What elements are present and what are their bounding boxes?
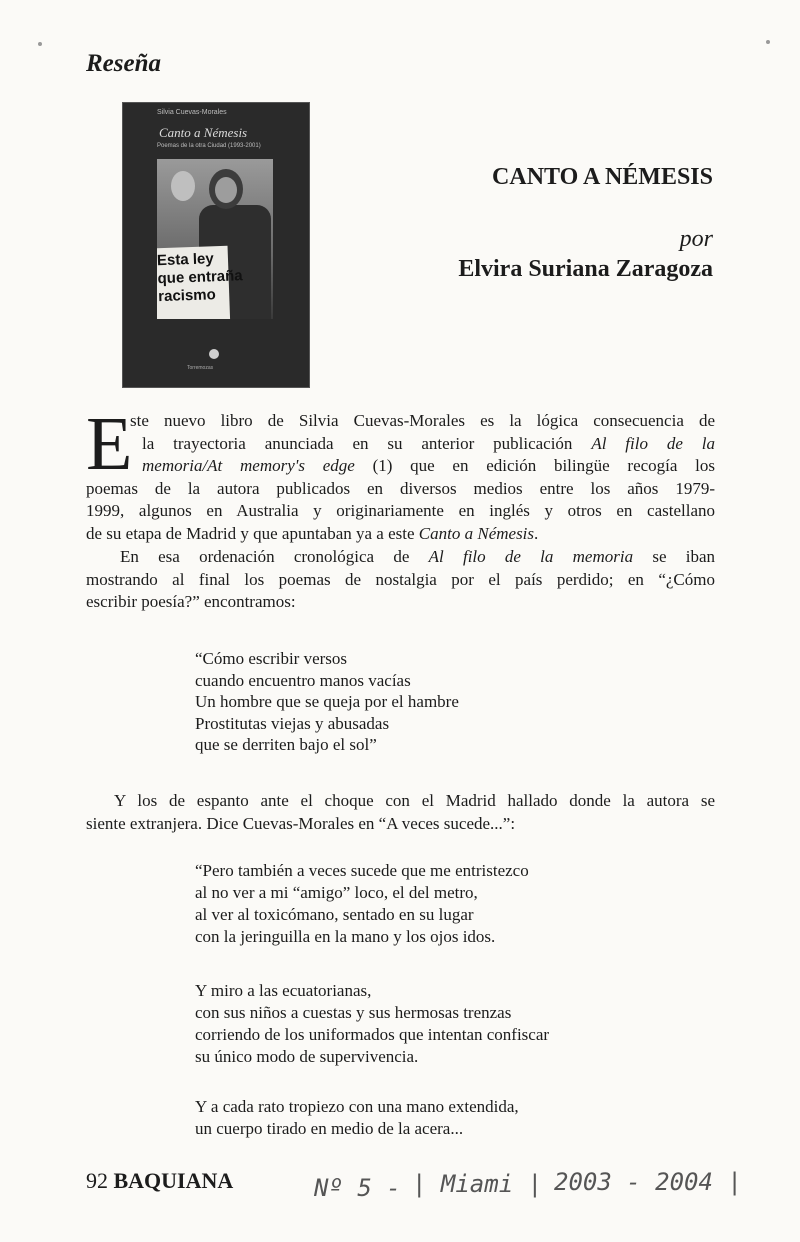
poem-line: su único modo de supervivencia.	[195, 1047, 419, 1066]
protest-sign: Esta ley que entraña racismo	[157, 246, 230, 319]
poem-line: con sus niños a cuestas y sus hermosas trenzas	[195, 1003, 512, 1022]
cover-photo	[157, 159, 273, 319]
cover-title: Canto a Némesis	[159, 125, 248, 140]
paragraph-1-line: ste nuevo libro de Silvia Cuevas-Morales es la lógica consecuencia de	[130, 411, 715, 430]
poem-line: Y miro a las ecuatorianas,	[195, 981, 372, 1000]
paragraph-1	[86, 410, 715, 545]
paragraph-1-line: 1999, algunos en Australia y originariamente en inglés y otros en castellano	[86, 501, 715, 520]
paragraph-3	[86, 790, 715, 835]
cover-publisher: Torremozas	[187, 365, 214, 371]
article-title: CANTO A NÉMESIS	[492, 164, 713, 190]
poem-line: al ver al toxicómano, sentado en su lugar	[195, 905, 474, 924]
paragraph-3-line: Y los de espanto ante el choque con el Madrid hallado donde la autora se	[114, 791, 715, 810]
paragraph-2	[86, 546, 715, 614]
paragraph-2-line: escribir poesía?” encontramos:	[86, 592, 296, 611]
poem-line: un cuerpo tirado en medio de la acera...	[195, 1119, 464, 1138]
poem-quote-2-stanza-2	[195, 980, 549, 1068]
journal-name: BAQUIANA	[113, 1168, 234, 1193]
cover-author: Silvia Cuevas-Morales	[157, 109, 227, 116]
paragraph-1-line: memoria/At memory's edge (1) que en edición bilingüe recogía los	[142, 456, 715, 475]
publisher-logo-icon	[209, 349, 219, 359]
poem-line: Prostitutas viejas y abusadas	[195, 713, 390, 733]
poem-line: corriendo de los uniformados que intentan confiscar	[195, 1025, 550, 1044]
poem-line: con la jeringuilla en la mano y los ojos idos.	[195, 927, 496, 946]
poem-quote-2	[195, 860, 529, 948]
paragraph-3-line: siente extranjera. Dice Cuevas-Morales en “A veces sucede...”:	[86, 813, 516, 833]
section-label: Reseña	[86, 50, 161, 77]
poem-line: “Cómo escribir versos	[195, 649, 348, 668]
article-author: Elvira Suriana Zaragoza	[458, 256, 713, 282]
paragraph-1-line: de su etapa de Madrid y que apuntaban ya a este Canto a Némesis.	[86, 523, 539, 543]
poem-quote-1	[195, 648, 459, 756]
page-number: 92	[86, 1168, 108, 1193]
paragraph-2-line: En esa ordenación cronológica de Al filo de la memoria se iban	[120, 547, 716, 566]
paragraph-1-line: la trayectoria anunciada en su anterior publicación Al filo de la	[142, 433, 716, 453]
poem-line: Un hombre que se queja por el hambre	[195, 692, 459, 711]
poem-line: “Pero también a veces sucede que me entristezco	[195, 861, 529, 880]
drop-cap: E	[86, 402, 133, 486]
poem-quote-2-stanza-3	[195, 1096, 519, 1140]
article-byline: por	[679, 226, 713, 252]
poem-line: Y a cada rato tropiezo con una mano extendida,	[195, 1097, 519, 1116]
page-footer	[86, 1168, 233, 1194]
poem-line: que se derriten bajo el sol”	[195, 735, 377, 754]
handwritten-note: Nº 5 - | Miami | 2003 - 2004 |	[314, 1168, 742, 1202]
paragraph-2-line: mostrando al final los poemas de nostalgia por el país perdido; en “¿Cómo	[86, 569, 715, 589]
poem-line: al no ver a mi “amigo” loco, el del metro,	[195, 883, 478, 902]
paragraph-1-line: poemas de la autora publicados en diversos medios entre los años 1979-	[86, 478, 715, 498]
poem-line: cuando encuentro manos vacías	[195, 670, 411, 690]
book-cover-image	[122, 102, 310, 388]
cover-subtitle: Poemas de la otra Ciudad (1993-2001)	[157, 143, 261, 149]
